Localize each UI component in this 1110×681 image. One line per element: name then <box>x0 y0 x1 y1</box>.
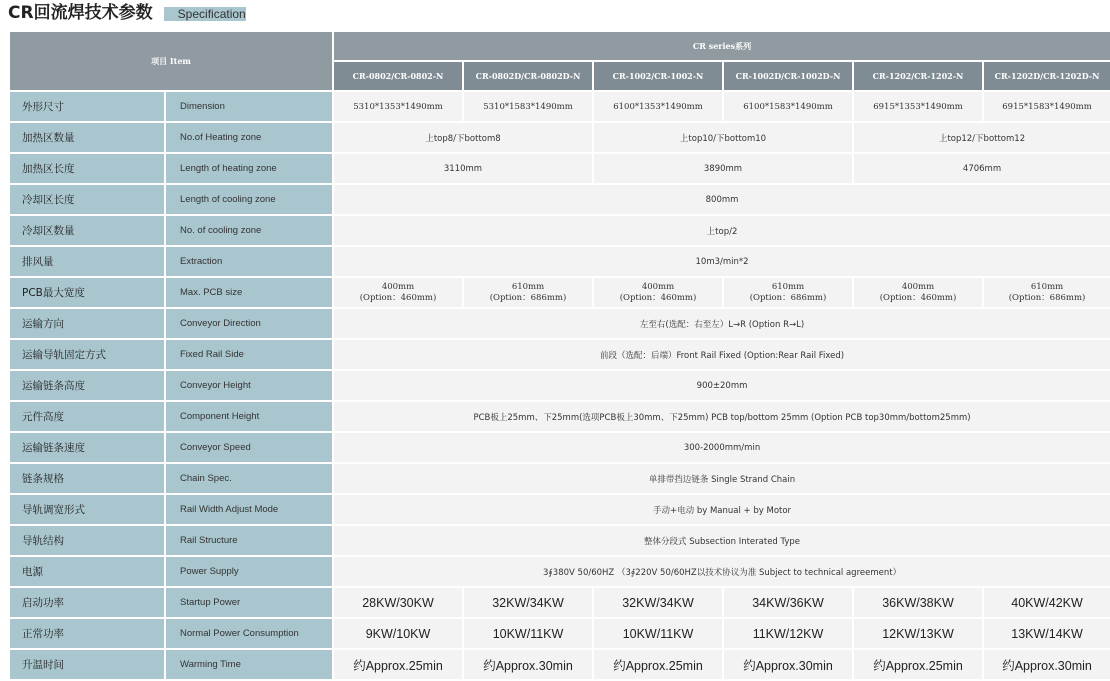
row-label-cn: 导轨调宽形式 <box>10 495 164 524</box>
pcb-option: (Option：686mm) <box>1008 292 1086 303</box>
pcb-width: 400mm <box>901 281 935 292</box>
row-rail-structure <box>10 526 1110 555</box>
value-cell: 6915*1353*1490mm <box>854 92 982 121</box>
value-cell: 11KW/12KW <box>724 619 852 648</box>
row-label-en: No. of cooling zone <box>166 216 332 245</box>
value-cell: 36KW/38KW <box>854 588 982 617</box>
value-cell: 12KW/13KW <box>854 619 982 648</box>
model-header: CR-1202/CR-1202-N <box>854 62 982 90</box>
model-header: CR-1002/CR-1002-N <box>594 62 722 90</box>
row-label-cn: 冷却区数量 <box>10 216 164 245</box>
value-cell: 10m3/min*2 <box>334 247 1110 276</box>
row-heating-zone <box>10 123 1110 152</box>
value-cell <box>984 278 1110 307</box>
row-label-cn: 正常功率 <box>10 619 164 648</box>
title-en: Specification <box>164 7 246 21</box>
row-chain-spec <box>10 464 1110 493</box>
row-label-en: Power Supply <box>166 557 332 586</box>
row-label-cn: 外形尺寸 <box>10 92 164 121</box>
value-cell: 3110mm <box>334 154 592 183</box>
row-label-cn: 导轨结构 <box>10 526 164 555</box>
row-label-en: Normal Power Consumption <box>166 619 332 648</box>
row-label-en: Conveyor Speed <box>166 433 332 462</box>
row-label-en: Rail Structure <box>166 526 332 555</box>
pcb-width: 400mm <box>381 281 415 292</box>
row-label-en: Dimension <box>166 92 332 121</box>
row-conveyor-speed <box>10 433 1110 462</box>
pcb-width: 610mm <box>771 281 805 292</box>
row-warming-time <box>10 650 1110 679</box>
header-row <box>10 32 1110 60</box>
value-cell: 300-2000mm/min <box>334 433 1110 462</box>
row-label-cn: 冷却区长度 <box>10 185 164 214</box>
row-label-cn: 排风量 <box>10 247 164 276</box>
row-label-cn: 元件高度 <box>10 402 164 431</box>
spec-table <box>8 30 1110 681</box>
series-header: CR series系列 <box>334 32 1110 60</box>
value-cell: 3890mm <box>594 154 852 183</box>
value-cell: 10KW/11KW <box>464 619 592 648</box>
row-rail-adjust <box>10 495 1110 524</box>
value-cell: 800mm <box>334 185 1110 214</box>
value-cell: 10KW/11KW <box>594 619 722 648</box>
row-label-en: Component Height <box>166 402 332 431</box>
value-cell <box>464 278 592 307</box>
value-cell: 5310*1353*1490mm <box>334 92 462 121</box>
value-cell: 约Approx.30min <box>984 650 1110 679</box>
value-cell: 约Approx.25min <box>854 650 982 679</box>
value-cell: 32KW/34KW <box>464 588 592 617</box>
row-fixed-rail <box>10 340 1110 369</box>
value-cell: 左至右(选配：右至左）L→R (Option R→L) <box>334 309 1110 338</box>
title-cn: CR回流焊技术参数 <box>8 3 153 23</box>
value-cell: 前段（选配：后端）Front Rail Fixed (Option:Rear Rail Fixed) <box>334 340 1110 369</box>
value-cell: 13KW/14KW <box>984 619 1110 648</box>
page-title <box>8 0 246 28</box>
model-header: CR-0802D/CR-0802D-N <box>464 62 592 90</box>
value-cell: 900±20mm <box>334 371 1110 400</box>
row-cooling-length <box>10 185 1110 214</box>
model-header: CR-1002D/CR-1002D-N <box>724 62 852 90</box>
model-header: CR-0802/CR-0802-N <box>334 62 462 90</box>
row-label-en: Conveyor Direction <box>166 309 332 338</box>
value-cell: 上top8/下bottom8 <box>334 123 592 152</box>
model-header: CR-1202D/CR-1202D-N <box>984 62 1110 90</box>
value-cell: 上top10/下bottom10 <box>594 123 852 152</box>
value-cell: 3∮380V 50/60HZ （3∮220V 50/60HZ以技术协议为准 Subject to technical agreement） <box>334 557 1110 586</box>
pcb-width: 610mm <box>511 281 545 292</box>
row-label-cn: 启动功率 <box>10 588 164 617</box>
value-cell: 28KW/30KW <box>334 588 462 617</box>
pcb-width: 400mm <box>641 281 675 292</box>
value-cell: 6100*1353*1490mm <box>594 92 722 121</box>
row-label-en: Warming Time <box>166 650 332 679</box>
value-cell: 5310*1583*1490mm <box>464 92 592 121</box>
row-label-en: Length of cooling zone <box>166 185 332 214</box>
pcb-option: (Option：460mm) <box>359 292 437 303</box>
row-label-en: No.of Heating zone <box>166 123 332 152</box>
row-label-en: Conveyor Height <box>166 371 332 400</box>
row-power-supply <box>10 557 1110 586</box>
row-label-en: Length of heating zone <box>166 154 332 183</box>
value-cell: 整体分段式 Subsection Interated Type <box>334 526 1110 555</box>
row-label-cn: 加热区数量 <box>10 123 164 152</box>
value-cell: 6915*1583*1490mm <box>984 92 1110 121</box>
pcb-option: (Option：686mm) <box>489 292 567 303</box>
pcb-option: (Option：460mm) <box>879 292 957 303</box>
row-label-en: Extraction <box>166 247 332 276</box>
value-cell: 手动+电动 by Manual + by Motor <box>334 495 1110 524</box>
value-cell <box>594 278 722 307</box>
value-cell <box>724 278 852 307</box>
row-label-cn: 加热区长度 <box>10 154 164 183</box>
row-heating-length <box>10 154 1110 183</box>
item-header: 项目 Item <box>10 32 332 90</box>
value-cell: 32KW/34KW <box>594 588 722 617</box>
row-label-cn: 电源 <box>10 557 164 586</box>
value-cell: 约Approx.25min <box>594 650 722 679</box>
value-cell: 约Approx.30min <box>464 650 592 679</box>
row-conveyor-direction <box>10 309 1110 338</box>
value-cell: 6100*1583*1490mm <box>724 92 852 121</box>
row-label-en: Startup Power <box>166 588 332 617</box>
row-conveyor-height <box>10 371 1110 400</box>
row-label-cn: 运输链条高度 <box>10 371 164 400</box>
value-cell: 34KW/36KW <box>724 588 852 617</box>
row-label-cn: 升温时间 <box>10 650 164 679</box>
value-cell: 约Approx.30min <box>724 650 852 679</box>
pcb-width: 610mm <box>1030 281 1064 292</box>
pcb-option: (Option：686mm) <box>749 292 827 303</box>
row-extraction <box>10 247 1110 276</box>
value-cell: 上top/2 <box>334 216 1110 245</box>
row-pcb-size <box>10 278 1110 307</box>
row-label-cn: 链条规格 <box>10 464 164 493</box>
row-startup-power <box>10 588 1110 617</box>
value-cell <box>334 278 462 307</box>
row-label-cn: PCB最大宽度 <box>10 278 164 307</box>
value-cell <box>854 278 982 307</box>
value-cell: 4706mm <box>854 154 1110 183</box>
row-dimension <box>10 92 1110 121</box>
row-component-height <box>10 402 1110 431</box>
row-label-en: Max. PCB size <box>166 278 332 307</box>
value-cell: PCB板上25mm、下25mm(选项PCB板上30mm、下25mm) PCB top/bottom 25mm (Option PCB top30mm/bottom25mm) <box>334 402 1110 431</box>
value-cell: 约Approx.25min <box>334 650 462 679</box>
row-label-cn: 运输方向 <box>10 309 164 338</box>
row-cooling-zone <box>10 216 1110 245</box>
row-label-cn: 运输链条速度 <box>10 433 164 462</box>
value-cell: 40KW/42KW <box>984 588 1110 617</box>
row-normal-power <box>10 619 1110 648</box>
row-label-en: Chain Spec. <box>166 464 332 493</box>
value-cell: 上top12/下bottom12 <box>854 123 1110 152</box>
value-cell: 9KW/10KW <box>334 619 462 648</box>
pcb-option: (Option：460mm) <box>619 292 697 303</box>
value-cell: 单排带挡边链条 Single Strand Chain <box>334 464 1110 493</box>
row-label-en: Fixed Rail Side <box>166 340 332 369</box>
row-label-cn: 运输导轨固定方式 <box>10 340 164 369</box>
row-label-en: Rail Width Adjust Mode <box>166 495 332 524</box>
